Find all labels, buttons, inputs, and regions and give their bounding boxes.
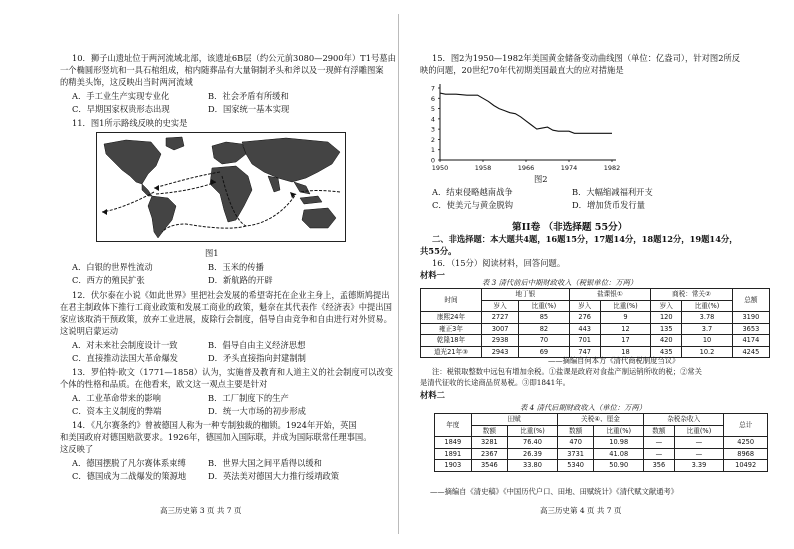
- q15-option-c[interactable]: C．使美元与黄金脱钩: [432, 200, 514, 210]
- table-4-cell: —: [674, 448, 724, 460]
- table-3-cell: 443: [569, 323, 600, 335]
- table-3-sub-amount: 岁入: [482, 300, 519, 312]
- world-map-figure: [96, 132, 346, 242]
- y-tick-label: 7: [430, 84, 435, 93]
- table-4-cell: 4250: [724, 437, 768, 449]
- q10-stem-2: 一个椭圆形竖坑和一具石棺组成，棺内随葬品有大量铜制矛头和斧以及一现鲜有浮雕图案: [60, 65, 384, 75]
- table-3-cell: 747: [569, 346, 600, 358]
- table-4-header-row: [435, 414, 768, 426]
- figure-2-caption: 图2: [534, 174, 548, 184]
- table-3-cell: 3190: [732, 312, 769, 324]
- q10-option-b[interactable]: B．社会矛盾有所缓和: [208, 91, 289, 101]
- table-4-subheader-row: [435, 425, 768, 437]
- table-3-cell: 276: [569, 312, 600, 324]
- table-4-header-misc: 杂税杂收入: [644, 414, 724, 426]
- x-tick-label: 1966: [517, 164, 535, 172]
- table-3-cell: 康熙24年: [421, 312, 482, 324]
- table-3-cell: 10.2: [682, 346, 733, 358]
- table-4: [434, 413, 768, 472]
- table-3-header-land: 地丁银: [482, 289, 570, 301]
- q11-option-d[interactable]: D．新航路的开辟: [208, 275, 273, 285]
- q10-option-c[interactable]: C．早期国家权贵形态出现: [72, 104, 170, 114]
- q11-option-a[interactable]: A．白银的世界性流动: [72, 262, 153, 272]
- q10-option-d[interactable]: D．国家统一基本实现: [208, 104, 290, 114]
- table-4-cell: 1849: [435, 437, 472, 449]
- table-4-cell: 3546: [471, 460, 508, 472]
- table-4-cell: 3.39: [674, 460, 724, 472]
- q12-stem-2: 在君主制政体下推行工商业政策和发展工商业的政策，魁奈在其代表作《经济表》中提出国: [60, 302, 392, 312]
- q11-option-b[interactable]: B．玉米的传播: [208, 262, 264, 272]
- right-page-footer: 高三历史第 4 页 共 7 页: [540, 506, 622, 515]
- table-4-sub-ratio: 比重(%): [594, 425, 644, 437]
- table-4-cell: 76.40: [508, 437, 558, 449]
- table-4-row: [435, 437, 768, 449]
- table-3-cell: 3653: [732, 323, 769, 335]
- table-3-cell: 9: [600, 312, 651, 324]
- part-2-instructions-1: 二、非选择题：本大题共4题，16题15分，17题14分，18题12分，19题14分，: [432, 234, 738, 244]
- table-4-cell: 8968: [724, 448, 768, 460]
- q14-stem-3: 这反映了: [60, 444, 94, 454]
- table-3-cell: 3007: [482, 323, 519, 335]
- table-3-sub-ratio: 比重(%): [600, 300, 651, 312]
- q12-option-b[interactable]: B．倡导自由主义经济思想: [208, 340, 306, 350]
- q15-stem-2: 映的问题，20世纪70年代初期美国最直大的应对措施是: [420, 65, 624, 75]
- table-3-header-total: 总额: [732, 289, 769, 312]
- chart-ticks: [431, 85, 620, 173]
- table-3-cell: 135: [651, 323, 682, 335]
- q11-option-c[interactable]: C．西方的殖民扩张: [72, 275, 145, 285]
- table-3-cell: 120: [651, 312, 682, 324]
- table-3-cell: 17: [600, 335, 651, 347]
- q14-option-d[interactable]: D．英法美对德国大力推行绥靖政策: [208, 471, 340, 481]
- table-4-cell: 2367: [471, 448, 508, 460]
- table-4-sub-amount: 数额: [557, 425, 594, 437]
- table-3-header-row: [421, 289, 770, 301]
- gold-reserve-line: [440, 93, 612, 133]
- q13-option-d[interactable]: D．统一大市场的初步形成: [208, 406, 306, 416]
- table-3-cell: 4174: [732, 335, 769, 347]
- table-4-cell: 5340: [557, 460, 594, 472]
- table-3-header-time: 时间: [421, 289, 482, 312]
- x-tick-label: 1974: [560, 164, 578, 172]
- y-tick-label: 3: [430, 125, 435, 134]
- table-4-header-total: 总计: [724, 414, 768, 437]
- table-3-cell: 18: [600, 346, 651, 358]
- table-4-header-year: 年度: [435, 414, 472, 437]
- figure-1-caption: 图1: [205, 248, 219, 258]
- table-4-cell: 470: [557, 437, 594, 449]
- table-3-cell: 12: [600, 323, 651, 335]
- q13-stem-2: 个体的性格和品质。在他看来，欧文这一观点主要是针对: [60, 379, 268, 389]
- q12-stem-3: 家应该取消干预政策，放弃工业进展，废除行会制度，倡导自由竞争和自由进行对外贸易。: [60, 314, 392, 324]
- table-3-cell: 雍正3年: [421, 323, 482, 335]
- table-4-header-land: 田赋: [471, 414, 557, 426]
- table-3-sub-amount: 岁入: [569, 300, 600, 312]
- q15-option-d[interactable]: D．增加货币发行量: [572, 200, 646, 210]
- table-4-cell: 33.80: [508, 460, 558, 472]
- table-3-row: [421, 335, 770, 347]
- table-3-cell: 乾隆18年: [421, 335, 482, 347]
- table-3-cell: 道光21年③: [421, 346, 482, 358]
- table-4-sub-amount: 数额: [471, 425, 508, 437]
- table-3-cell: 10: [682, 335, 733, 347]
- table-4-header-guan: 关税④、厘金: [557, 414, 643, 426]
- table-3-sub-ratio: 比重(%): [519, 300, 570, 312]
- q10-stem-1: 10．狮子山遗址位于两河流域北部，该遗址6B层（约公元前3080—2900年）T1号墓由: [72, 53, 396, 63]
- material-2-label: 材料二: [420, 390, 445, 400]
- x-tick-label: 1982: [603, 164, 621, 172]
- q13-option-c[interactable]: C．资本主义制度的弊端: [72, 406, 162, 416]
- table-4-cell: 356: [644, 460, 675, 472]
- table-3-row: [421, 323, 770, 335]
- part-2-title: 第II卷 （非选择题 55分）: [512, 222, 628, 233]
- table-4-cell: —: [674, 437, 724, 449]
- y-tick-label: 6: [430, 94, 435, 103]
- table-4-cell: 41.08: [594, 448, 644, 460]
- table-3-cell: 2943: [482, 346, 519, 358]
- gold-reserve-chart: [422, 82, 622, 176]
- q14-option-a[interactable]: A．德国摆脱了凡尔赛体系束缚: [72, 458, 186, 468]
- table-3-source: ——摘编自何本方《清代商税制度刍议》: [548, 356, 680, 365]
- table-3-cell: 420: [651, 335, 682, 347]
- q13-option-b[interactable]: B．工厂制度下的生产: [208, 393, 289, 403]
- x-tick-label: 1950: [431, 164, 449, 172]
- material-1-label: 材料一: [420, 270, 445, 280]
- q15-option-a[interactable]: A．结束侵略越南战争: [432, 187, 513, 197]
- q14-stem-2: 和美国政府对德国赔款要求。1926年，德国加入国际联，并成为国际联常任理事国。: [60, 432, 372, 442]
- table-4-cell: 3731: [557, 448, 594, 460]
- q14-option-b[interactable]: B．世界大国之间平盾得以缓和: [208, 458, 322, 468]
- table-3-cell: 82: [519, 323, 570, 335]
- table-3-cell: 3.78: [682, 312, 733, 324]
- x-tick-label: 1958: [474, 164, 492, 172]
- y-tick-label: 1: [430, 146, 435, 155]
- table-4-cell: 50.90: [594, 460, 644, 472]
- y-tick-label: 2: [430, 135, 435, 144]
- table-4-caption: 表 4 清代后期财政收入（单位：万两）: [520, 403, 647, 412]
- q11-stem: 11．图1所示路线反映的史实是: [72, 118, 188, 128]
- table-3-sub-amount: 岁入: [651, 300, 682, 312]
- table-3-cell: 2938: [482, 335, 519, 347]
- table-3-cell: 435: [651, 346, 682, 358]
- table-3-header-guan: 商税：常关②: [651, 289, 733, 301]
- q12-option-d[interactable]: D．矛头直接指向封建制制: [208, 353, 306, 363]
- table-3-cell: 3.7: [682, 323, 733, 335]
- table-3-header-salt: 盐课银①: [569, 289, 651, 301]
- table-4-cell: 1903: [435, 460, 472, 472]
- table-4-row: [435, 460, 768, 472]
- table-4-cell: 3281: [471, 437, 508, 449]
- table-3-note-2: 是清代征收的长途商品贸易税。③即1841年。: [420, 378, 570, 387]
- q10-stem-3: 的精美头饰，这反映出当时两河流域: [60, 77, 193, 87]
- q14-stem-1: 14．《凡尔赛条约》曾被德国人称为一种专制独裁的枷锁。1924年开始，英国: [72, 420, 357, 430]
- table-4-cell: 10.98: [594, 437, 644, 449]
- table-4-cell: —: [644, 448, 675, 460]
- page-divider: [398, 14, 399, 534]
- table-3-cell: 2727: [482, 312, 519, 324]
- part-2-instructions-2: 共55分。: [420, 246, 457, 256]
- table-4-source: ——摘编自《清史稿》《中国历代户口、田地、田赋统计》《清代赋文献通考》: [430, 487, 679, 496]
- table-3-cell: 70: [519, 335, 570, 347]
- q10-option-a[interactable]: A．手工业生产实现专业化: [72, 91, 170, 101]
- q15-option-b[interactable]: B．大幅缩减福利开支: [572, 187, 653, 197]
- table-3-row: [421, 312, 770, 324]
- y-tick-label: 4: [430, 115, 435, 124]
- table-4-cell: 1891: [435, 448, 472, 460]
- table-4-cell: 10492: [724, 460, 768, 472]
- q13-option-a[interactable]: A．工业革命带来的影响: [72, 393, 161, 403]
- table-3-cell: 701: [569, 335, 600, 347]
- table-3-caption: 表 3 清代前后中期财政收入（税银单位：万两）: [482, 278, 638, 287]
- q14-option-c[interactable]: C．德国成为二战爆发的策源地: [72, 471, 187, 481]
- q12-stem-1: 12．伏尔泰在小说《如此世界》里把社会发展的希望寄托在企业主身上，孟德斯鸠提出: [72, 290, 390, 300]
- q12-option-a[interactable]: A．对未来社会制度设计一致: [72, 340, 178, 350]
- q15-stem-1: 15．图2为1950—1982年美国黄金储备变动曲线图（单位：亿盎司），针对图2所反: [432, 53, 741, 63]
- table-4-sub-ratio: 比重(%): [674, 425, 724, 437]
- left-page-footer: 高三历史第 3 页 共 7 页: [160, 506, 242, 515]
- q12-stem-4: 这说明启蒙运动: [60, 326, 119, 336]
- table-4-sub-ratio: 比重(%): [508, 425, 558, 437]
- table-3-cell: 4245: [732, 346, 769, 358]
- y-tick-label: 5: [430, 105, 435, 114]
- table-4-cell: 26.39: [508, 448, 558, 460]
- table-4-cell: —: [644, 437, 675, 449]
- table-4-row: [435, 448, 768, 460]
- table-3-sub-ratio: 比重(%): [682, 300, 733, 312]
- y-tick-label: 0: [430, 156, 435, 165]
- table-3-note-1: 注：税银取整数中远包有增加余税。①盐课是政府对食盐产制运销所收的税；②常关: [432, 367, 702, 376]
- table-3-cell: 69: [519, 346, 570, 358]
- q13-stem-1: 13．罗伯特·欧文（1771—1858）认为，实施普及教育和人道主义的社会制度可以改变: [72, 367, 393, 377]
- table-3: [420, 288, 770, 358]
- table-4-sub-amount: 数额: [644, 425, 675, 437]
- table-3-cell: 85: [519, 312, 570, 324]
- q12-option-c[interactable]: C．直接推动法国大革命爆发: [72, 353, 178, 363]
- q16-stem: 16．（15分）阅读材料，回答问题。: [432, 258, 566, 268]
